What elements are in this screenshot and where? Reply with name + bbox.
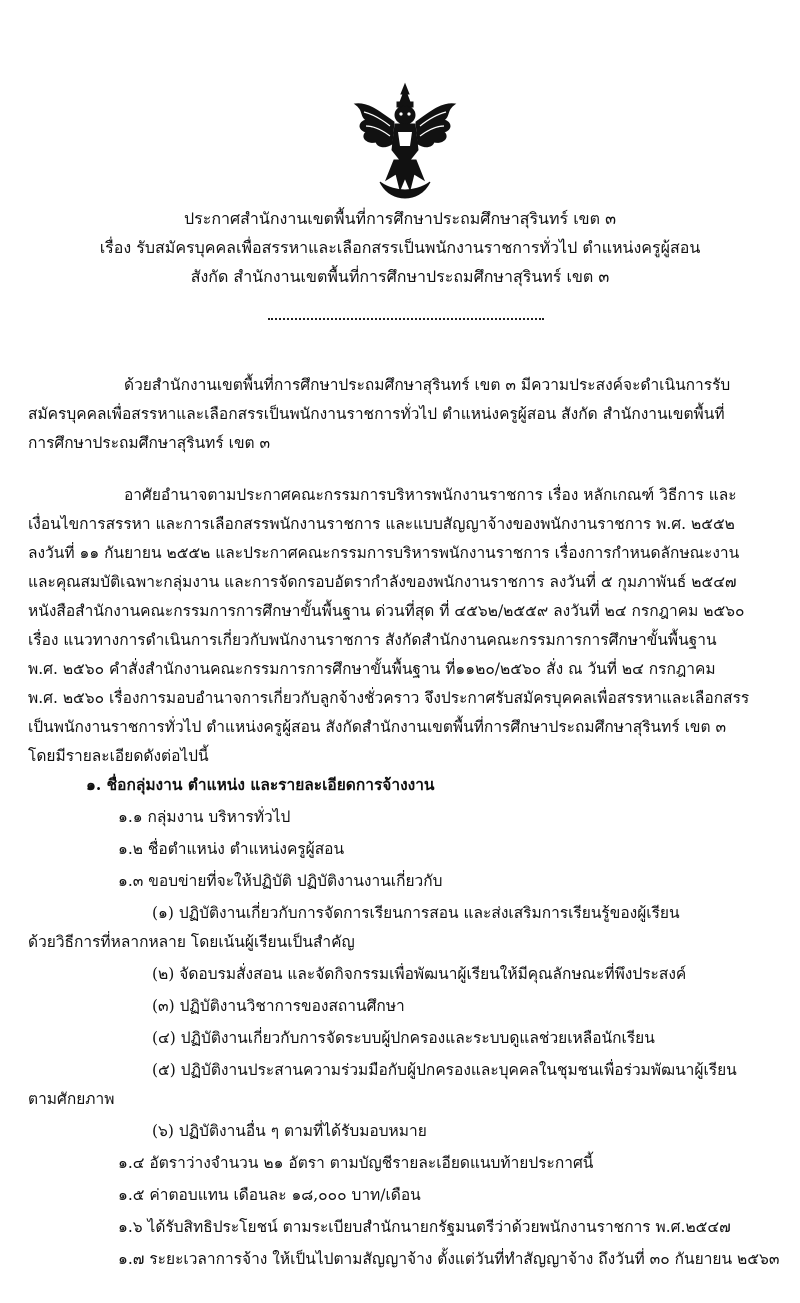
paragraph-line: และคุณสมบัติเฉพาะกลุ่มงาน และการจัดกรอบอัตรากำลังของพนักงานราชการ ลงวันที่ ๕ กุมภาพันธ์ ๒๕๔๗ [28,573,737,591]
garuda-emblem-icon [350,82,460,202]
paragraph-line: โดยมีรายละเอียดดังต่อไปนี้ [28,747,209,765]
paragraph-line: อาศัยอำนาจตามประกาศคณะกรรมการบริหารพนักงานราชการ เรื่อง หลักเกณฑ์ วิธีการ และ [124,486,737,504]
dotted-separator [268,318,544,320]
announcement-subject: เรื่อง รับสมัครบุคคลเพื่อสรรหาและเลือกสรรเป็นพนักงานราชการทั่วไป ตำแหน่งครูผู้สอน [99,238,701,257]
paragraph-line: เป็นพนักงานราชการทั่วไป ตำแหน่งครูผู้สอน สังกัดสำนักงานเขตพื้นที่การศึกษาประถมศึกษาสุรินทร์ เขต ๓ [28,718,727,736]
list-item: ๑.๒ ชื่อตำแหน่ง ตำแหน่งครูผู้สอน [118,840,345,858]
paragraph-line: สมัครบุคคลเพื่อสรรหาและเลือกสรรเป็นพนักงานราชการทั่วไป ตำแหน่งครูผู้สอน สังกัด สำนักงานเขตพื้นที่ [28,405,725,423]
duty-item: (๓) ปฏิบัติงานวิชาการของสถานศึกษา [152,997,405,1015]
paragraph-line: ลงวันที่ ๑๑ กันยายน ๒๕๕๒ และประกาศคณะกรรมการบริหารพนักงานราชการ เรื่องการกำหนดลักษณะงาน [28,544,740,562]
paragraph-line: เงื่อนไขการสรรหา และการเลือกสรรพนักงานราชการ และแบบสัญญาจ้างของพนักงานราชการ พ.ศ. ๒๕๕๒ [28,515,735,533]
list-item: ๑.๖ ได้รับสิทธิประโยชน์ ตามระเบียบสำนักนายกรัฐมนตรีว่าด้วยพนักงานราชการ พ.ศ.๒๕๔๗ [118,1218,731,1236]
duty-item-continuation: ตามศักยภาพ [28,1090,115,1108]
announcement-affiliation: สังกัด สำนักงานเขตพื้นที่การศึกษาประถมศึกษาสุรินทร์ เขต ๓ [190,267,610,286]
section-heading: ๑. ชื่อกลุ่มงาน ตำแหน่ง และรายละเอียดการจ้างงาน [86,775,435,794]
duty-item: (๔) ปฏิบัติงานเกี่ยวกับการจัดระบบผู้ปกครองและระบบดูแลช่วยเหลือนักเรียน [152,1029,655,1047]
duty-item: (๑) ปฏิบัติงานเกี่ยวกับการจัดการเรียนการสอน และส่งเสริมการเรียนรู้ของผู้เรียน [152,904,680,922]
duty-item: (๕) ปฏิบัติงานประสานความร่วมมือกับผู้ปกครองและบุคคลในชุมชนเพื่อร่วมพัฒนาผู้เรียน [152,1061,737,1079]
duty-item: (๖) ปฏิบัติงานอื่น ๆ ตามที่ได้รับมอบหมาย [152,1122,427,1140]
announcement-title: ประกาศสำนักงานเขตพื้นที่การศึกษาประถมศึกษาสุรินทร์ เขต ๓ [183,209,617,228]
paragraph-line: หนังสือสำนักงานคณะกรรมการการศึกษาขั้นพื้นฐาน ด่วนที่สุด ที่ ๔๕๖๒/๒๕๕๙ ลงวันที่ ๒๔ กรกฎาคม ๒๕๖๐ [28,602,745,620]
paragraph-line: เรื่อง แนวทางการดำเนินการเกี่ยวกับพนักงานราชการ สังกัดสำนักงานคณะกรรมการการศึกษาขั้นพื้นฐาน [28,631,717,649]
list-item: ๑.๗ ระยะเวลาการจ้าง ให้เป็นไปตามสัญญาจ้าง ตั้งแต่วันที่ทำสัญญาจ้าง ถึงวันที่ ๓๐ กันยายน ๒๕๖๓ [118,1250,780,1268]
list-item: ๑.๓ ขอบข่ายที่จะให้ปฏิบัติ ปฏิบัติงานงานเกี่ยวกับ [118,872,443,890]
list-item: ๑.๔ อัตราว่างจำนวน ๒๑ อัตรา ตามบัญชีรายละเอียดแนบท้ายประกาศนี้ [118,1154,594,1172]
paragraph-line: พ.ศ. ๒๕๖๐ คำสั่งสำนักงานคณะกรรมการการศึกษาขั้นพื้นฐาน ที่๑๑๒๐/๒๕๖๐ สั่ง ณ วันที่ ๒๔ กรกฎาคม [28,660,716,678]
duty-item: (๒) จัดอบรมสั่งสอน และจัดกิจกรรมเพื่อพัฒนาผู้เรียนให้มีคุณลักษณะที่พึงประสงค์ [152,965,687,983]
paragraph-line: ด้วยสำนักงานเขตพื้นที่การศึกษาประถมศึกษาสุรินทร์ เขต ๓ มีความประสงค์จะดำเนินการรับ [124,376,731,394]
duty-item-continuation: ด้วยวิธีการที่หลากหลาย โดยเน้นผู้เรียนเป็นสำคัญ [28,933,355,951]
paragraph-line: พ.ศ. ๒๕๖๐ เรื่องการมอบอำนาจการเกี่ยวกับลูกจ้างชั่วคราว จึงประกาศรับสมัครบุคคลเพื่อสรรหาและเลือกสรร [28,689,750,707]
list-item: ๑.๑ กลุ่มงาน บริหารทั่วไป [118,808,291,826]
paragraph-line: การศึกษาประถมศึกษาสุรินทร์ เขต ๓ [28,434,271,452]
list-item: ๑.๕ ค่าตอบแทน เดือนละ ๑๘,๐๐๐ บาท/เดือน [118,1186,421,1204]
